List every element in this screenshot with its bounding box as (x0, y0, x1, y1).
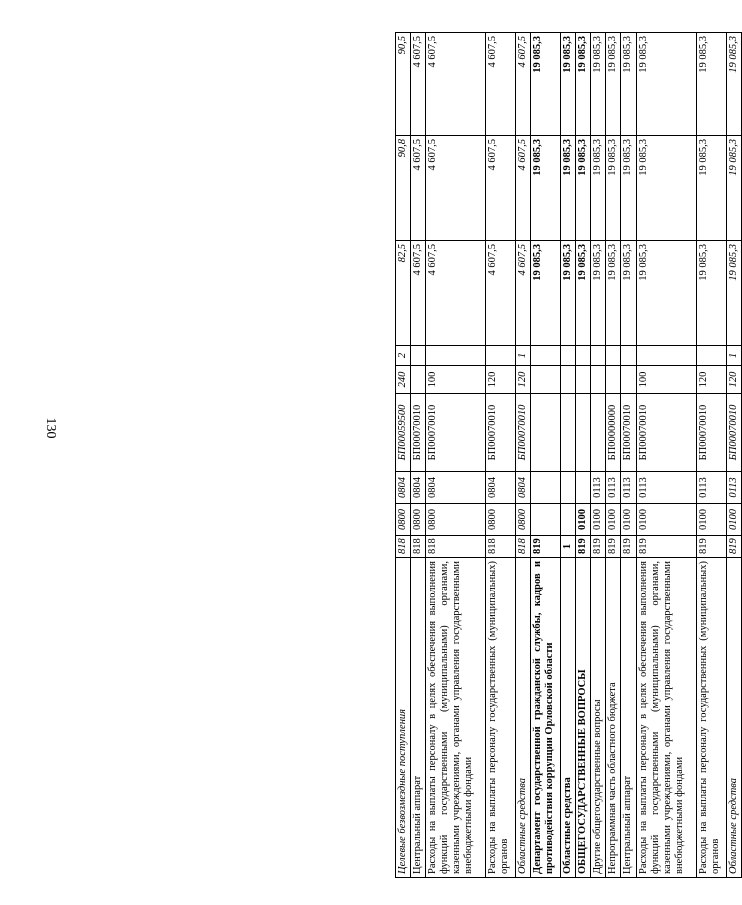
amount-year-1: 19 085,3 (576, 241, 591, 346)
subsection-code: 0113 (591, 472, 606, 504)
subsection-code: 0804 (486, 472, 516, 504)
amount-year-1: 19 085,3 (606, 241, 621, 346)
amount-year-1: 19 085,3 (726, 241, 741, 346)
amount-year-2: 19 085,3 (591, 136, 606, 241)
table-row (411, 33, 426, 878)
subsection-code: 0804 (396, 472, 411, 504)
source-code (636, 346, 696, 366)
grbs-code: 818 (411, 536, 426, 558)
source-code: 1 (726, 346, 741, 366)
amount-year-3: 19 085,3 (636, 33, 696, 136)
row-name: Центральный аппарат (621, 558, 636, 878)
grbs-code: 818 (396, 536, 411, 558)
source-code (696, 346, 726, 366)
amount-year-1: 82,5 (396, 241, 411, 346)
row-name: Департамент государственной гражданской службы, кадров и противодействия коррупции Орловской области (531, 558, 561, 878)
amount-year-2: 19 085,3 (606, 136, 621, 241)
expense-type-code (531, 366, 561, 394)
target-article-code: БП00070010 (426, 394, 486, 472)
source-code: 1 (516, 346, 531, 366)
grbs-code: 819 (636, 536, 696, 558)
amount-year-3: 19 085,3 (726, 33, 741, 136)
amount-year-3: 4 607,5 (486, 33, 516, 136)
table-row (591, 33, 606, 878)
amount-year-3: 19 085,3 (591, 33, 606, 136)
expense-type-code: 120 (486, 366, 516, 394)
section-code: 0800 (411, 504, 426, 536)
section-code: 0100 (636, 504, 696, 536)
target-article-code (561, 394, 576, 472)
grbs-code: 819 (576, 536, 591, 558)
section-code: 0100 (696, 504, 726, 536)
subsection-code (576, 472, 591, 504)
amount-year-1: 19 085,3 (591, 241, 606, 346)
source-code (486, 346, 516, 366)
table-row (726, 33, 741, 878)
target-article-code: БП00070010 (621, 394, 636, 472)
amount-year-3: 19 085,3 (561, 33, 576, 136)
expense-type-code: 120 (696, 366, 726, 394)
amount-year-1: 19 085,3 (636, 241, 696, 346)
grbs-code: 819 (696, 536, 726, 558)
grbs-code: 818 (426, 536, 486, 558)
source-code: 2 (396, 346, 411, 366)
row-name: Расходы на выплаты персоналу государственных (муниципальных) органов (696, 558, 726, 878)
amount-year-3: 90,5 (396, 33, 411, 136)
table-row (531, 33, 561, 878)
table-row (396, 33, 411, 878)
target-article-code: БП00070010 (636, 394, 696, 472)
subsection-code (561, 472, 576, 504)
amount-year-2: 19 085,3 (576, 136, 591, 241)
amount-year-2: 90,8 (396, 136, 411, 241)
amount-year-3: 4 607,5 (426, 33, 486, 136)
row-name: ОБЩЕГОСУДАРСТВЕННЫЕ ВОПРОСЫ (576, 558, 591, 878)
row-name: Расходы на выплаты персоналу государственных (муниципальных) органов (486, 558, 516, 878)
section-code: 0800 (516, 504, 531, 536)
target-article-code: БП00000000 (606, 394, 621, 472)
subsection-code (531, 472, 561, 504)
amount-year-3: 4 607,5 (516, 33, 531, 136)
row-name: Целевые безвозмездные поступления (396, 558, 411, 878)
table-row (606, 33, 621, 878)
section-code: 0800 (396, 504, 411, 536)
section-code: 0100 (576, 504, 591, 536)
subsection-code: 0804 (411, 472, 426, 504)
budget-table (395, 32, 742, 878)
target-article-code: БП00070010 (516, 394, 531, 472)
section-code: 0100 (606, 504, 621, 536)
amount-year-1: 19 085,3 (531, 241, 561, 346)
amount-year-2: 19 085,3 (726, 136, 741, 241)
expense-type-code: 100 (426, 366, 486, 394)
target-article-code (531, 394, 561, 472)
row-name: Центральный аппарат (411, 558, 426, 878)
expense-type-code (576, 366, 591, 394)
amount-year-1: 19 085,3 (561, 241, 576, 346)
table-row (621, 33, 636, 878)
amount-year-3: 19 085,3 (531, 33, 561, 136)
table-row (426, 33, 486, 878)
target-article-code: БП00070010 (726, 394, 741, 472)
source-code (426, 346, 486, 366)
section-code: 0800 (426, 504, 486, 536)
grbs-code: 819 (591, 536, 606, 558)
source-code (606, 346, 621, 366)
expense-type-code: 100 (636, 366, 696, 394)
grbs-code: 819 (606, 536, 621, 558)
amount-year-2: 19 085,3 (531, 136, 561, 241)
amount-year-3: 19 085,3 (576, 33, 591, 136)
grbs-code: 818 (486, 536, 516, 558)
amount-year-1: 4 607,5 (426, 241, 486, 346)
amount-year-2: 4 607,5 (516, 136, 531, 241)
table-row (561, 33, 576, 878)
grbs-code: 819 (531, 536, 561, 558)
table-row (576, 33, 591, 878)
row-name: Расходы на выплаты персоналу в целях обеспечения выполнения функций государственными (муниципальными) органами, казенными учреждениями, органами управления государственными внебюджетными фондами (426, 558, 486, 878)
source-code (411, 346, 426, 366)
target-article-code (576, 394, 591, 472)
source-code (576, 346, 591, 366)
amount-year-3: 19 085,3 (621, 33, 636, 136)
row-name: Областные средства (516, 558, 531, 878)
target-article-code (591, 394, 606, 472)
table-row (636, 33, 696, 878)
grbs-code: 818 (516, 536, 531, 558)
expense-type-code (606, 366, 621, 394)
amount-year-1: 19 085,3 (621, 241, 636, 346)
expense-type-code (411, 366, 426, 394)
table-row (486, 33, 516, 878)
subsection-code: 0804 (426, 472, 486, 504)
source-code (591, 346, 606, 366)
section-code: 0100 (726, 504, 741, 536)
subsection-code: 0113 (696, 472, 726, 504)
row-name: Непрограммная часть областного бюджета (606, 558, 621, 878)
row-name: Другие общегосударственные вопросы (591, 558, 606, 878)
amount-year-1: 4 607,5 (411, 241, 426, 346)
subsection-code: 0113 (636, 472, 696, 504)
target-article-code: БП00070010 (486, 394, 516, 472)
amount-year-3: 19 085,3 (606, 33, 621, 136)
table-row (696, 33, 726, 878)
amount-year-2: 19 085,3 (636, 136, 696, 241)
row-name: Областные средства (726, 558, 741, 878)
amount-year-1: 19 085,3 (696, 241, 726, 346)
amount-year-2: 19 085,3 (621, 136, 636, 241)
table-row (516, 33, 531, 878)
row-name: Расходы на выплаты персоналу в целях обеспечения выполнения функций государственными (муниципальными) органами, казенными учреждениями, органами управления государственными внебюджетными фондами (636, 558, 696, 878)
section-code: 0100 (621, 504, 636, 536)
rotated-page (395, 33, 739, 878)
expense-type-code (591, 366, 606, 394)
section-code (531, 504, 561, 536)
subsection-code: 0113 (726, 472, 741, 504)
row-name: Областные средства (561, 558, 576, 878)
amount-year-3: 4 607,5 (411, 33, 426, 136)
source-code (561, 346, 576, 366)
grbs-code: 1 (561, 536, 576, 558)
amount-year-2: 4 607,5 (426, 136, 486, 241)
target-article-code: БП00070010 (696, 394, 726, 472)
source-code (621, 346, 636, 366)
amount-year-2: 19 085,3 (696, 136, 726, 241)
amount-year-2: 19 085,3 (561, 136, 576, 241)
amount-year-2: 4 607,5 (411, 136, 426, 241)
grbs-code: 819 (726, 536, 741, 558)
expense-type-code (561, 366, 576, 394)
section-code: 0100 (591, 504, 606, 536)
amount-year-1: 4 607,5 (516, 241, 531, 346)
expense-type-code: 120 (726, 366, 741, 394)
target-article-code: БП00070010 (411, 394, 426, 472)
grbs-code: 819 (621, 536, 636, 558)
section-code: 0800 (486, 504, 516, 536)
target-article-code: БП00059500 (396, 394, 411, 472)
expense-type-code (621, 366, 636, 394)
expense-type-code: 240 (396, 366, 411, 394)
subsection-code: 0113 (606, 472, 621, 504)
page-number: 130 (43, 417, 58, 439)
amount-year-1: 4 607,5 (486, 241, 516, 346)
expense-type-code: 120 (516, 366, 531, 394)
subsection-code: 0113 (621, 472, 636, 504)
section-code (561, 504, 576, 536)
amount-year-2: 4 607,5 (486, 136, 516, 241)
amount-year-3: 19 085,3 (696, 33, 726, 136)
subsection-code: 0804 (516, 472, 531, 504)
source-code (531, 346, 561, 366)
